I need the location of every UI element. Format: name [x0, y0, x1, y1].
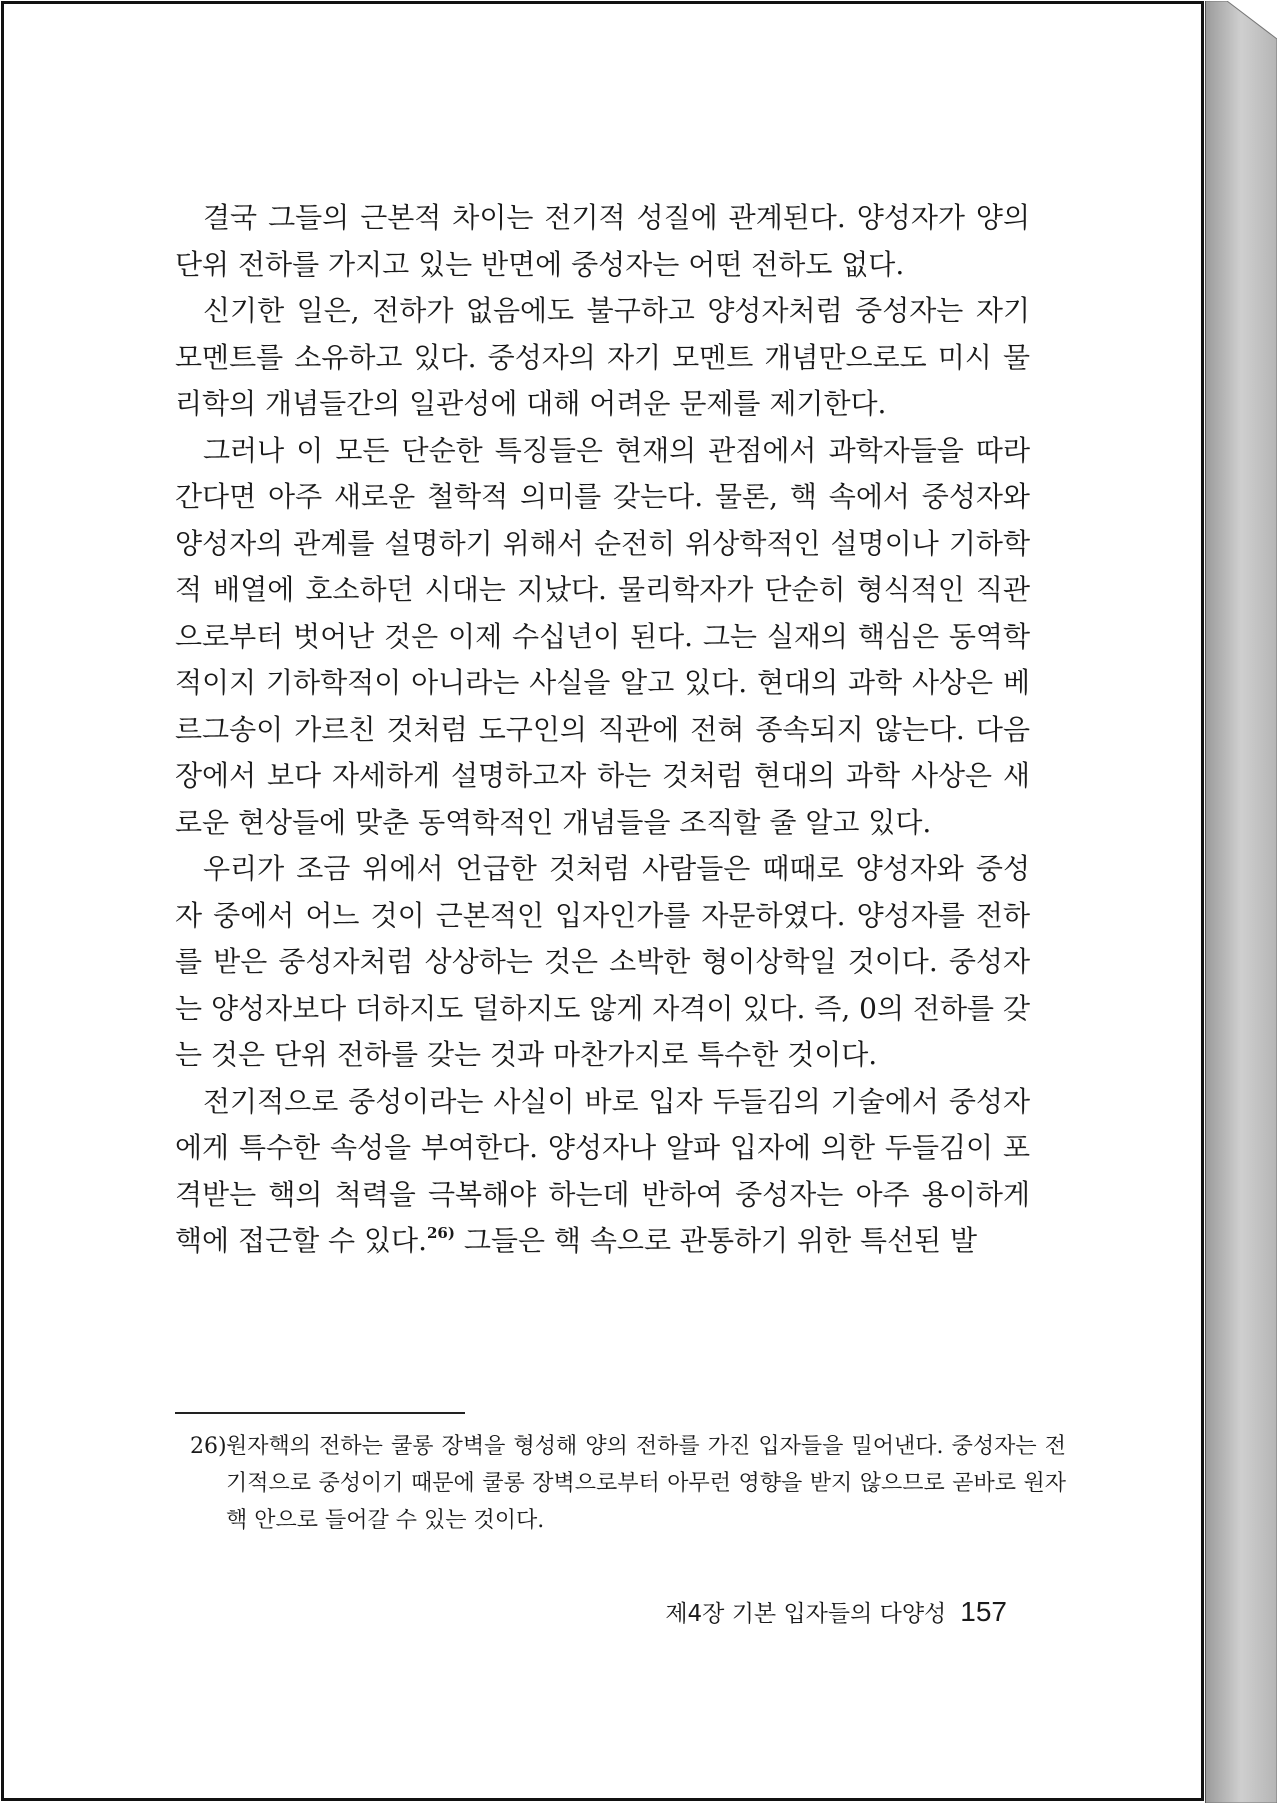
footnote-marker: 26)	[190, 1434, 227, 1459]
footnote-text: 원자핵의 전하는 쿨롱 장벽을 형성해 양의 전하를 가진 입자들을 밀어낸다. 중성자는 전기적으로 중성이기 때문에 쿨롱 장벽으로부터 아무런 영향을 받지 않으므로 곧바로 원자핵 안으로 들어갈 수 있는 것이다.	[226, 1434, 1066, 1533]
paragraph-text: 전기적으로 중성이라는 사실이 바로 입자 두들김의 기술에서 중성자에게 특수한 속성을 부여한다. 양성자나 알파 입자에 의한 두들김이 포격받는 핵의 척력을 극복해야 하는데 반하여 중성자는 아주 용이하게 핵에 접근할 수 있다.	[175, 1084, 1030, 1257]
footnote-divider	[175, 1412, 465, 1414]
paragraph: 우리가 조금 위에서 언급한 것처럼 사람들은 때때로 양성자와 중성자 중에서 어느 것이 근본적인 입자인가를 자문하였다. 양성자를 전하를 받은 중성자처럼 상상하는 것은 소박한 형이상학일 것이다. 중성자는 양성자보다 더하지도 덜하지도 않게 자격이 있다. 즉, 0의 전하를 갖는 것은 단위 전하를 갖는 것과 마찬가지로 특수한 것이다.	[175, 852, 1030, 1071]
footnote-reference: 26)	[427, 1224, 455, 1242]
paragraph-text-continued: 그들은 핵 속으로 관통하기 위한 특선된 발	[454, 1224, 978, 1257]
main-body-text	[175, 195, 1030, 1265]
paragraph: 결국 그들의 근본적 차이는 전기적 성질에 관계된다. 양성자가 양의 단위 전하를 가지고 있는 반면에 중성자는 어떤 전하도 없다.	[175, 201, 1030, 281]
page-number: 157	[960, 1596, 1007, 1627]
page-edge-decoration	[1205, 1, 1277, 1803]
paragraph: 신기한 일은, 전하가 없음에도 불구하고 양성자처럼 중성자는 자기 모멘트를 소유하고 있다. 중성자의 자기 모멘트 개념만으로도 미시 물리학의 개념들간의 일관성에 대해 어려운 문제를 제기한다.	[175, 294, 1030, 420]
paragraph: 그러나 이 모든 단순한 특징들은 현재의 관점에서 과학자들을 따라간다면 아주 새로운 철학적 의미를 갖는다. 물론, 핵 속에서 중성자와 양성자의 관계를 설명하기 위해서 순전히 위상학적인 설명이나 기하학적 배열에 호소하던 시대는 지났다. 물리학자가 단순히 형식적인 직관으로부터 벗어난 것은 이제 수십년이 된다. 그는 실재의 핵심은 동역학적이지 기하학적이 아니라는 사실을 알고 있다. 현대의 과학 사상은 베르그송이 가르친 것처럼 도구인의 직관에 전혀 종속되지 않는다. 다음 장에서 보다 자세하게 설명하고자 하는 것처럼 현대의 과학 사상은 새로운 현상들에 맞춘 동역학적인 개념들을 조직할 줄 알고 있다.	[175, 433, 1030, 839]
running-footer	[665, 1595, 1007, 1628]
paragraph-last	[175, 1079, 1030, 1265]
footnote	[190, 1428, 1066, 1539]
chapter-title: 제4장 기본 입자들의 다양성	[665, 1601, 947, 1627]
